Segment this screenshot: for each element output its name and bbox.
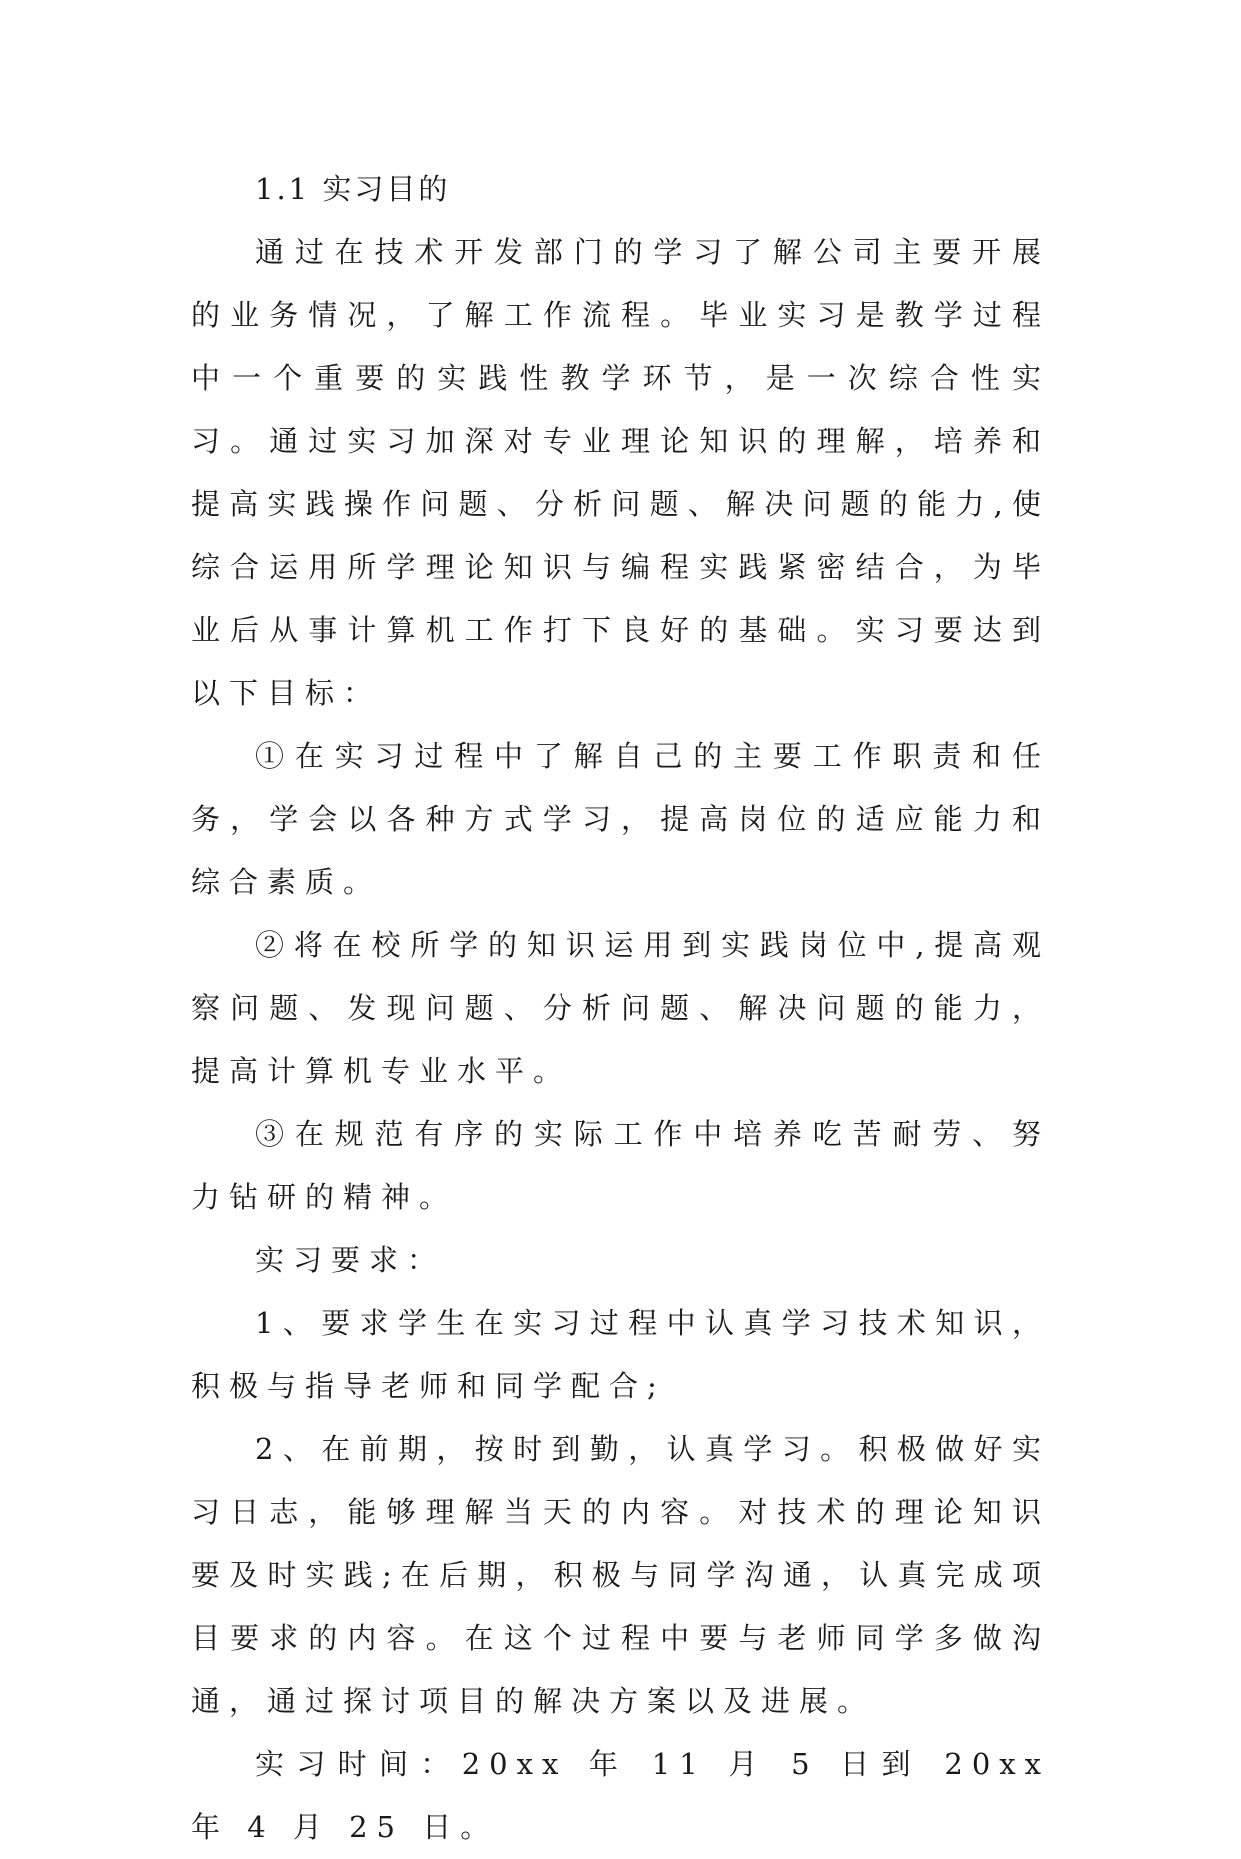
section-heading: 1.1 实习目的 bbox=[255, 172, 451, 206]
document-page bbox=[191, 158, 1050, 1859]
paragraph-requirement-2: 2、在前期，按时到勤，认真学习。积极做好实习日志，能够理解当天的内容。对技术的理论知识要及时实践;在后期，积极与同学沟通，认真完成项目要求的内容。在这个过程中要与老师同学多做沟通，通过探讨项目的解决方案以及进展。 bbox=[191, 1432, 1050, 1718]
paragraph-purpose: 通过在技术开发部门的学习了解公司主要开展的业务情况，了解工作流程。毕业实习是教学过程中一个重要的实践性教学环节，是一次综合性实习。通过实习加深对专业理论知识的理解，培养和提高实践操作问题、分析问题、解决问题的能力,使综合运用所学理论知识与编程实践紧密结合，为毕业后从事计算机工作打下良好的基础。实习要达到以下目标： bbox=[191, 235, 1050, 710]
paragraph-goal-1: ①在实习过程中了解自己的主要工作职责和任务，学会以各种方式学习，提高岗位的适应能力和综合素质。 bbox=[191, 739, 1050, 899]
paragraph-requirement-1: 1、要求学生在实习过程中认真学习技术知识，积极与指导老师和同学配合; bbox=[191, 1306, 1050, 1403]
paragraph-goal-2: ②将在校所学的知识运用到实践岗位中,提高观察问题、发现问题、分析问题、解决问题的能力，提高计算机专业水平。 bbox=[191, 928, 1050, 1088]
paragraph-goal-3: ③在规范有序的实际工作中培养吃苦耐劳、努力钻研的精神。 bbox=[191, 1117, 1050, 1214]
requirements-heading: 实习要求： bbox=[255, 1243, 446, 1277]
paragraph-time: 实习时间：20xx 年 11 月 5 日到 20xx 年 4 月 25 日。 bbox=[191, 1747, 1050, 1844]
